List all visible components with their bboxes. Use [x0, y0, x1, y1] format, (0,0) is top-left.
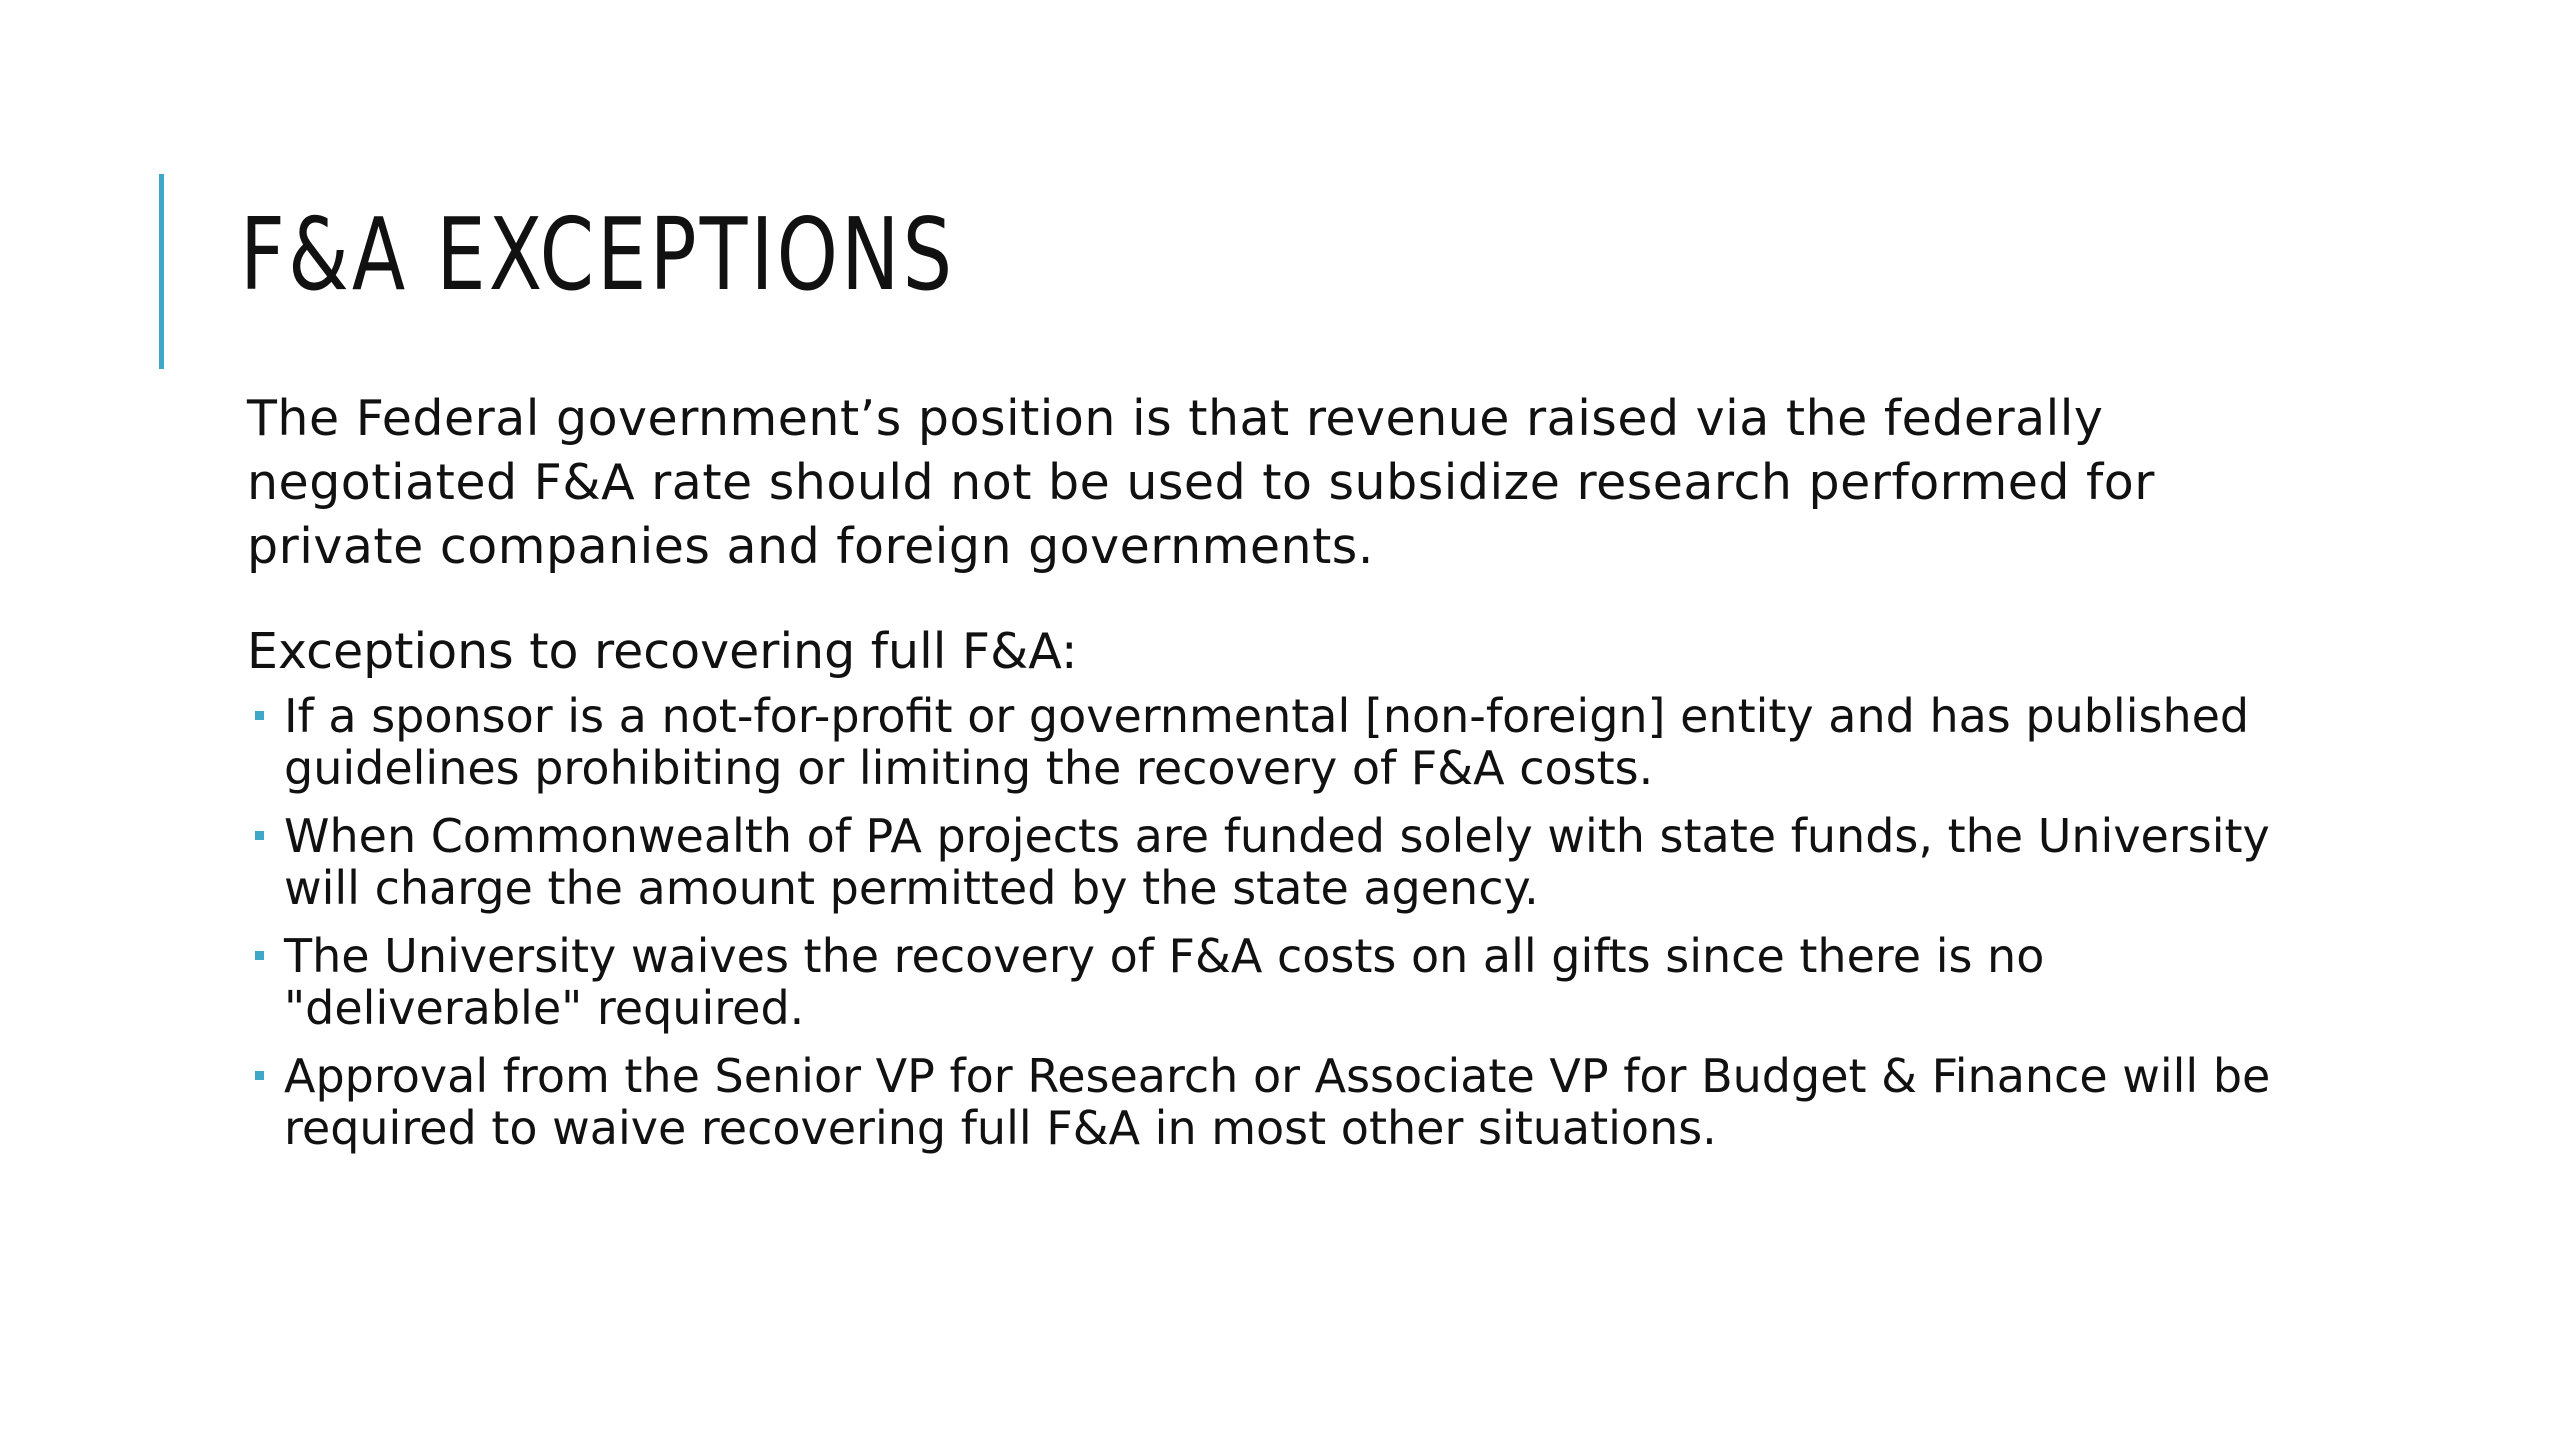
- list-item-text: When Commonwealth of PA projects are funded solely with state funds, the University will charge the amount permitted by the state agency.: [284, 809, 2270, 915]
- list-item-text: If a sponsor is a not-for-profit or governmental [non-foreign] entity and has published guidelines prohibiting or limiting the recovery of F&A costs.: [284, 689, 2250, 795]
- exceptions-list: [255, 690, 2305, 1170]
- exceptions-heading: Exceptions to recovering full F&A:: [247, 623, 1078, 680]
- square-bullet-icon: [255, 1071, 264, 1080]
- intro-paragraph: The Federal government’s position is that revenue raised via the federally negotiated F&A rate should not be used to subsidize research performed for private companies and foreign governments.: [247, 390, 2155, 575]
- slide-title: F&A EXCEPTIONS: [240, 196, 956, 313]
- list-item-text: The University waives the recovery of F&A costs on all gifts since there is no "deliverable" required.: [284, 929, 2045, 1035]
- title-accent-bar: [159, 174, 164, 369]
- square-bullet-icon: [255, 951, 264, 960]
- list-item: [255, 690, 2305, 794]
- list-item: [255, 1050, 2305, 1154]
- list-item: [255, 930, 2305, 1034]
- list-item: [255, 810, 2305, 914]
- square-bullet-icon: [255, 711, 264, 720]
- list-item-text: Approval from the Senior VP for Research or Associate VP for Budget & Finance will be required to waive recovering full F&A in most other situations.: [284, 1049, 2271, 1155]
- square-bullet-icon: [255, 831, 264, 840]
